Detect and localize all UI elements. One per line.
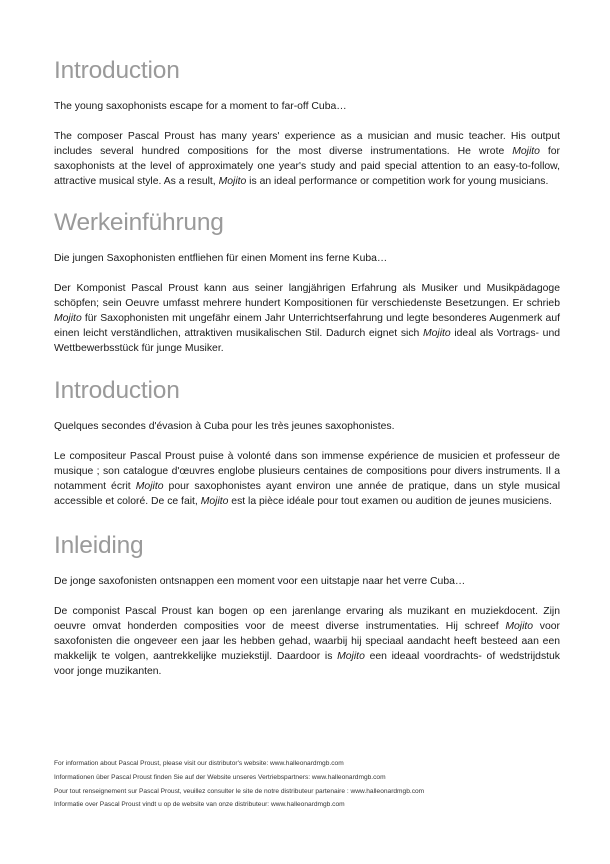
footer-notes (54, 757, 574, 812)
heading-german: Werkeinführung (54, 209, 224, 236)
body-dutch (54, 604, 560, 679)
lead-english: The young saxophonists escape for a moment to far-off Cuba… (54, 101, 347, 112)
body-text-run: pour saxophonistes ayant environ une année de pratique, dans un style musical accessible et coloré. De ce fait, (54, 481, 560, 507)
footer-line-french: Pour tout renseignement sur Pascal Proust, veuillez consulter le site de notre distributeur partenaire : www.halleonardmgb.com (54, 787, 425, 795)
body-french (54, 449, 560, 509)
section-french (54, 378, 560, 509)
work-title: Mojito (135, 481, 164, 492)
section-english (54, 58, 560, 189)
heading-english: Introduction (54, 57, 180, 84)
body-text-run: for saxophonists at the level of approximately one year's study and paid special attention to an easy-to-follow, attractive musical style. As a result, (54, 146, 560, 187)
work-title: Mojito (200, 496, 229, 507)
work-title: Mojito (337, 651, 365, 662)
section-dutch (54, 533, 560, 679)
section-german (54, 210, 560, 356)
footer-line-english: For information about Pascal Proust, please visit our distributor's website: www.halleonardmgb.com (54, 760, 344, 767)
body-text-run: Der Komponist Pascal Proust kann aus seiner langjährigen Erfahrung als Musiker und Musikpädagoge schöpfen; sein Oeuvre umfasst mehrere hundert Kompositionen für verschiedenste Besetzungen. Er schrieb (54, 283, 560, 309)
work-title: Mojito (422, 328, 451, 339)
body-text-run: voor saxofonisten die ongeveer een jaar les hebben gehad, waarbij hij speciaal aandacht heeft besteed aan een makkelijk te volgen, aantrekkelijke muziekstijl. Daardoor is (54, 621, 560, 662)
body-text-run: een ideaal voordrachts- of wedstrijdstuk voor jonge muzikanten. (54, 651, 560, 677)
body-text-run: De componist Pascal Proust kan bogen op een jarenlange ervaring als muzikant en muziekdocent. Zijn oeuvre omvat honderden composities voor de meest diverse instrumentaties. Hij schreef (54, 606, 560, 632)
lead-dutch: De jonge saxofonisten ontsnappen een moment voor een uitstapje naar het verre Cuba… (54, 576, 466, 587)
body-text-run: is an ideal performance or competition work for young musicians. (246, 176, 549, 187)
work-title: Mojito (54, 313, 82, 324)
work-title: Mojito (505, 621, 534, 632)
body-text-run: The composer Pascal Proust has many years' experience as a musician and music teacher. His output includes several hundred compositions for the most diverse instrumentations. He wrote (54, 131, 560, 157)
footer-line-dutch: Informatie over Pascal Proust vindt u op de website van onze distributeur: www.halleonardmgb.com (54, 801, 345, 809)
lead-german: Die jungen Saxophonisten entfliehen für einen Moment ins ferne Kuba… (54, 253, 388, 264)
body-text-run: für Saxophonisten mit ungefähr einem Jahr Unterrichtserfahrung und legte besonderes Augenmerk auf einen leicht verständlichen, attraktiven musikalischen Stil. Dadurch eignet sich (54, 313, 560, 339)
body-english (54, 129, 560, 189)
work-title: Mojito (512, 146, 540, 157)
body-german (54, 281, 560, 356)
lead-french: Quelques secondes d'évasion à Cuba pour les très jeunes saxophonistes. (54, 421, 395, 432)
heading-dutch: Inleiding (54, 532, 144, 559)
body-text-run: Le compositeur Pascal Proust puise à volonté dans son immense expérience de musicien et professeur de musique ; son catalogue d'œuvres englobe plusieurs centaines de compositions pour divers instruments. Il a notamment écrit (54, 451, 560, 492)
body-text-run: ideal als Vortrags- und Wettbewerbsstück für junge Musiker. (54, 328, 561, 354)
heading-french: Introduction (54, 377, 180, 404)
footer-line-german: Informationen über Pascal Proust finden Sie auf der Website unseres Vertriebspartners: www.halleonardmgb.com (54, 773, 386, 781)
body-text-run: est la pièce idéale pour tout examen ou audition de jeunes musiciens. (228, 496, 552, 507)
work-title: Mojito (218, 176, 247, 187)
